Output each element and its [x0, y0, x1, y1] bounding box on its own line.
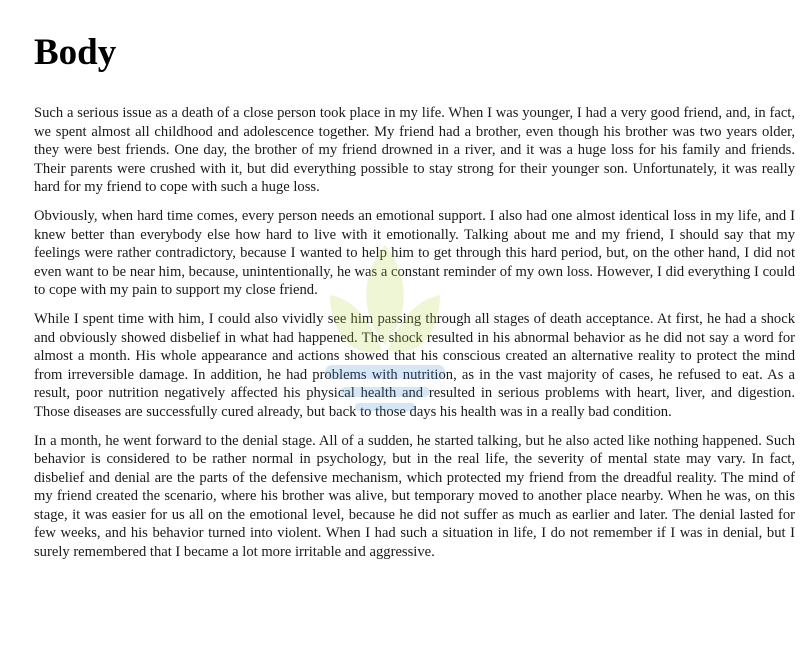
- page-heading: Body: [34, 32, 117, 73]
- document-page: [34, 0, 795, 562]
- paragraph-4: In a month, he went forward to the denial stage. All of a sudden, he started talking, but he also acted like nothing happened. Such behavior is considered to be rather normal in psychology, but in the real life, the severity of mental state may vary. In fact, disbelief and denial are the parts of the defensive mechanism, which protected my friend from the dreadful reality. The mind of my friend created the scenario, where his brother was alive, but temporary moved to another place nearby. When he was, on this stage, it was easier for us all on the emotional level, because he did not suffer as much as earlier and later. The denial lasted for few weeks, and his behavior turned into violent. When I had such a situation in life, I do not remember if I was in denial, but I surely remembered that I became a lot more irritable and aggressive.: [34, 432, 795, 561]
- paragraph-2: Obviously, when hard time comes, every person needs an emotional support. I also had one almost identical loss in my life, and I knew better than everybody else how hard to live with it emotionally. Talking about me and my friend, I should say that my feelings were rather contradictory, because I wanted to help him to get through this hard period, but, on the other hand, I did not even want to be near him, because, unintentionally, he was a constant reminder of my own loss. However, I did everything I could to cope with my pain to support my close friend.: [34, 207, 795, 299]
- paragraph-1: Such a serious issue as a death of a close person took place in my life. When I was younger, I had a very good friend, and, in fact, we spent almost all childhood and adolescence together. My friend had a brother, even though his brother was two years older, they were best friends. One day, the brother of my friend drowned in a river, and it was a huge loss for his family and friends. Their parents were crushed with it, but did everything possible to stay strong for their younger son. Unfortunately, it was really hard for my friend to cope with such a huge loss.: [34, 105, 795, 196]
- paragraph-3: While I spent time with him, I could also vividly see him passing through all stages of death acceptance. At first, he had a shock and obviously showed disbelief in what had happened. The shock resulted in his abnormal behavior as he did not say a word for almost a month. His whole appearance and actions showed that his conscious created an alternative reality to protect the mind from irreversible damage. In addition, he had problems with nutrition, as in the vast majority of cases, he refused to eat. As a result, poor nutrition negatively affected his physical health and resulted in serious problems with heart, liver, and digestion. Those diseases are successfully cured already, but back to those days his health was in a really bad condition.: [34, 310, 795, 420]
